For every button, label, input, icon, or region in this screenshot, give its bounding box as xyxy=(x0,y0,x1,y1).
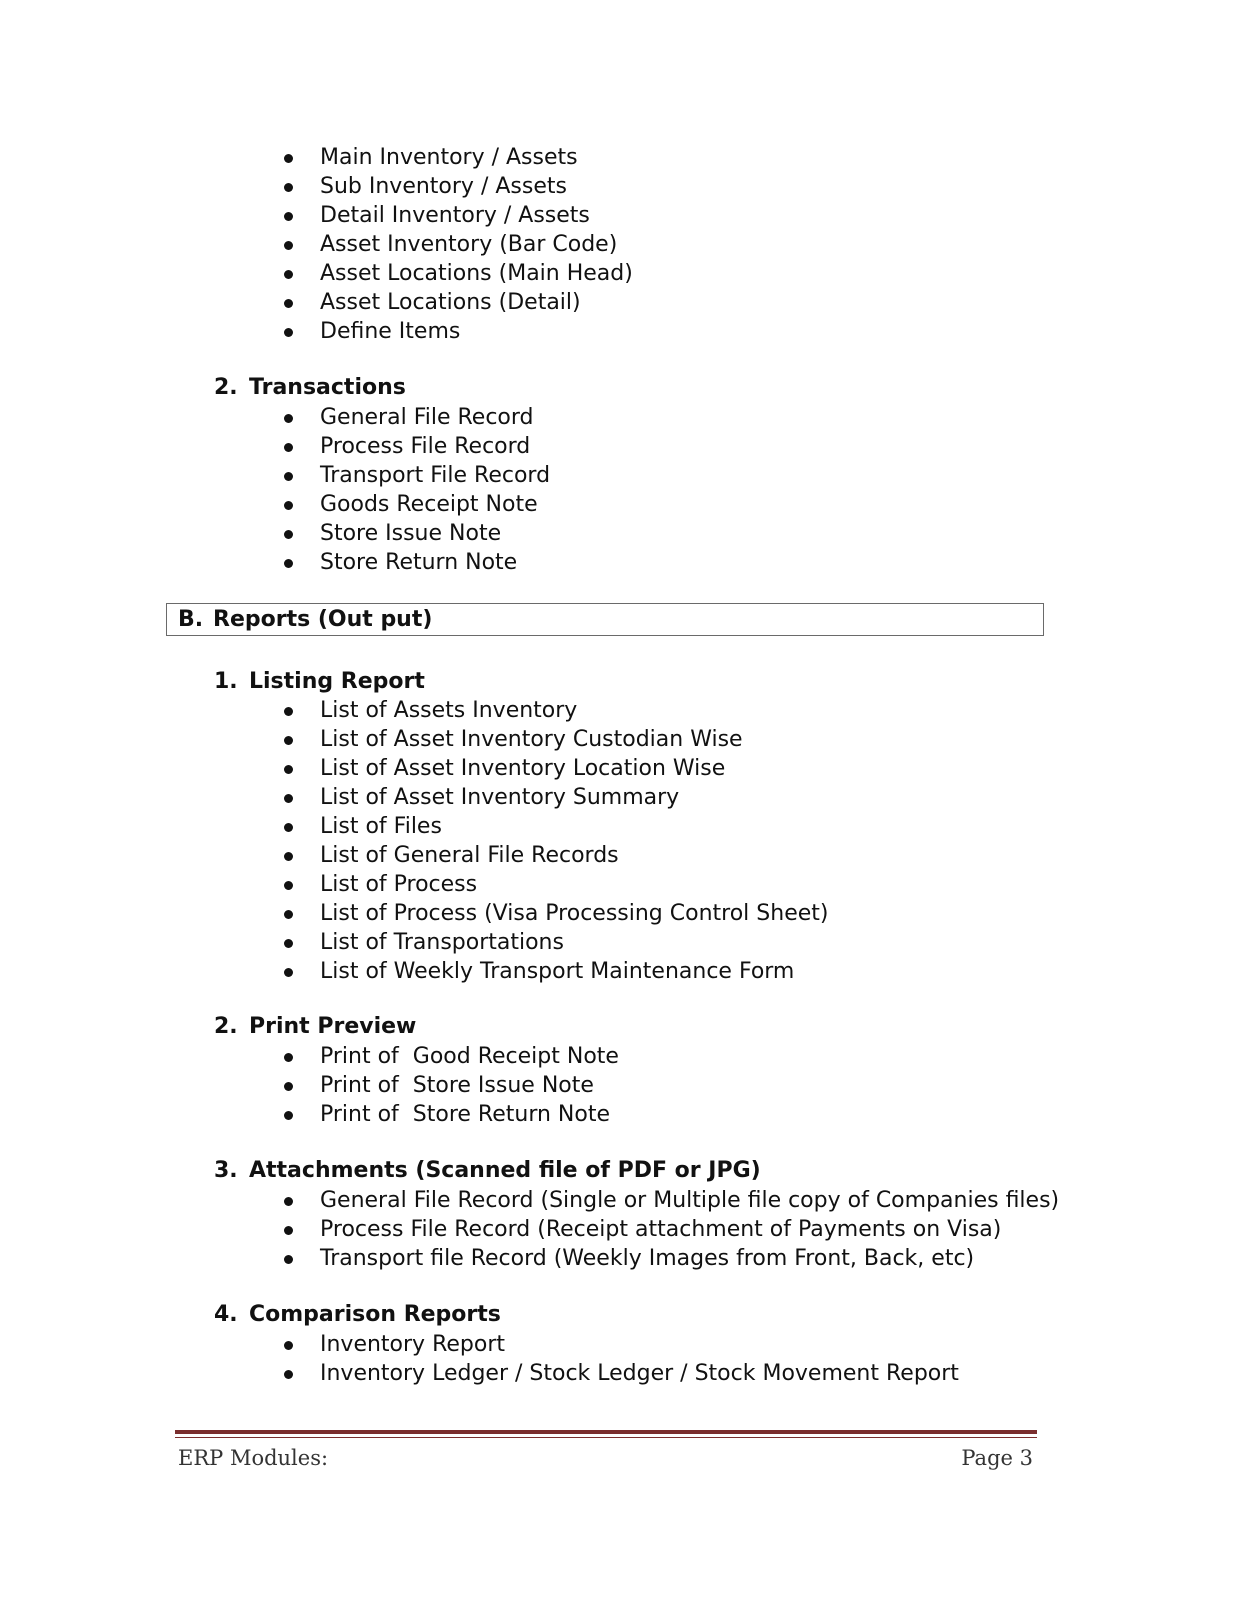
list-item-text: Store Return Note xyxy=(320,550,518,575)
list-item-text: List of Weekly Transport Maintenance Form xyxy=(320,959,795,984)
list-item-text: Inventory Report xyxy=(320,1332,506,1357)
list-item-text: List of Files xyxy=(320,814,442,839)
bullet-icon xyxy=(284,736,293,745)
bullet-icon xyxy=(284,299,293,308)
bullet-icon xyxy=(284,154,293,163)
bullet-icon xyxy=(284,270,293,279)
heading-number: 4. xyxy=(214,1302,238,1327)
bullet-icon xyxy=(284,1197,293,1206)
list-item-text: List of Asset Inventory Summary xyxy=(320,785,680,810)
list-item-text: General File Record xyxy=(320,405,534,430)
bullet-icon xyxy=(284,939,293,948)
list-item-text: Sub Inventory / Assets xyxy=(320,174,567,199)
list-item-text: Store Issue Note xyxy=(320,521,502,546)
bullet-icon xyxy=(284,1082,293,1091)
list-item-text: Inventory Ledger / Stock Ledger / Stock Movement Report xyxy=(320,1361,959,1386)
bullet-icon xyxy=(284,707,293,716)
list-item-text: Define Items xyxy=(320,319,461,344)
bullet-icon xyxy=(284,910,293,919)
bullet-icon xyxy=(284,472,293,481)
heading-number: 3. xyxy=(214,1158,238,1183)
list-item-text: Process File Record (Receipt attachment of Payments on Visa) xyxy=(320,1217,1002,1242)
heading-title: Attachments (Scanned file of PDF or JPG) xyxy=(249,1158,761,1183)
list-item-text: List of Asset Inventory Location Wise xyxy=(320,756,726,781)
bullet-icon xyxy=(284,823,293,832)
bullet-icon xyxy=(284,501,293,510)
bullet-icon xyxy=(284,183,293,192)
list-item-text: List of Process (Visa Processing Control Sheet) xyxy=(320,901,829,926)
heading-title: Print Preview xyxy=(249,1014,417,1039)
list-item-text: Transport File Record xyxy=(320,463,551,488)
list-item-text: Asset Locations (Detail) xyxy=(320,290,581,315)
heading-title: Comparison Reports xyxy=(249,1302,501,1327)
list-item-text: Goods Receipt Note xyxy=(320,492,538,517)
list-item-text: List of Assets Inventory xyxy=(320,698,578,723)
bullet-icon xyxy=(284,1341,293,1350)
bullet-icon xyxy=(284,212,293,221)
list-item-text: List of Process xyxy=(320,872,478,897)
bullet-icon xyxy=(284,1111,293,1120)
bullet-icon xyxy=(284,852,293,861)
footer-page-number: Page 3 xyxy=(961,1446,1033,1470)
bullet-icon xyxy=(284,1053,293,1062)
bullet-icon xyxy=(284,328,293,337)
list-item-text: List of General File Records xyxy=(320,843,619,868)
list-item-text: List of Asset Inventory Custodian Wise xyxy=(320,727,743,752)
list-item-text: Detail Inventory / Assets xyxy=(320,203,590,228)
bullet-icon xyxy=(284,530,293,539)
bullet-icon xyxy=(284,559,293,568)
bullet-icon xyxy=(284,881,293,890)
footer-document-title: ERP Modules: xyxy=(178,1446,329,1470)
list-item-text: Asset Locations (Main Head) xyxy=(320,261,633,286)
list-item-text: General File Record (Single or Multiple file copy of Companies files) xyxy=(320,1188,1060,1213)
comparison-reports-heading xyxy=(214,1300,914,1330)
list-item-text: Transport file Record (Weekly Images from Front, Back, etc) xyxy=(320,1246,975,1271)
section-title: Reports (Out put) xyxy=(213,607,433,632)
bullet-icon xyxy=(284,1226,293,1235)
list-item-text: Print of Store Return Note xyxy=(320,1102,611,1127)
bullet-icon xyxy=(284,968,293,977)
heading-number: 2. xyxy=(214,375,238,400)
list-item-text: Process File Record xyxy=(320,434,531,459)
list-item-text: Main Inventory / Assets xyxy=(320,145,578,170)
bullet-icon xyxy=(284,794,293,803)
bullet-icon xyxy=(284,241,293,250)
heading-title: Listing Report xyxy=(249,669,425,694)
bullet-icon xyxy=(284,765,293,774)
footer-rule-thin xyxy=(175,1437,1037,1438)
bullet-icon xyxy=(284,443,293,452)
listing-report-heading xyxy=(214,667,914,697)
heading-number: 1. xyxy=(214,669,238,694)
section-b-heading xyxy=(166,603,1044,636)
list-item-text: Print of Store Issue Note xyxy=(320,1073,594,1098)
section-letter: B. xyxy=(178,607,204,632)
heading-title: Transactions xyxy=(249,375,406,400)
bullet-icon xyxy=(284,414,293,423)
footer-rule xyxy=(175,1430,1037,1434)
attachments-heading xyxy=(214,1156,1014,1186)
list-item-text: Asset Inventory (Bar Code) xyxy=(320,232,618,257)
transactions-heading xyxy=(214,373,914,403)
print-preview-heading xyxy=(214,1012,914,1042)
list-item-text: Print of Good Receipt Note xyxy=(320,1044,619,1069)
bullet-icon xyxy=(284,1255,293,1264)
list-item-text: List of Transportations xyxy=(320,930,564,955)
bullet-icon xyxy=(284,1370,293,1379)
heading-number: 2. xyxy=(214,1014,238,1039)
